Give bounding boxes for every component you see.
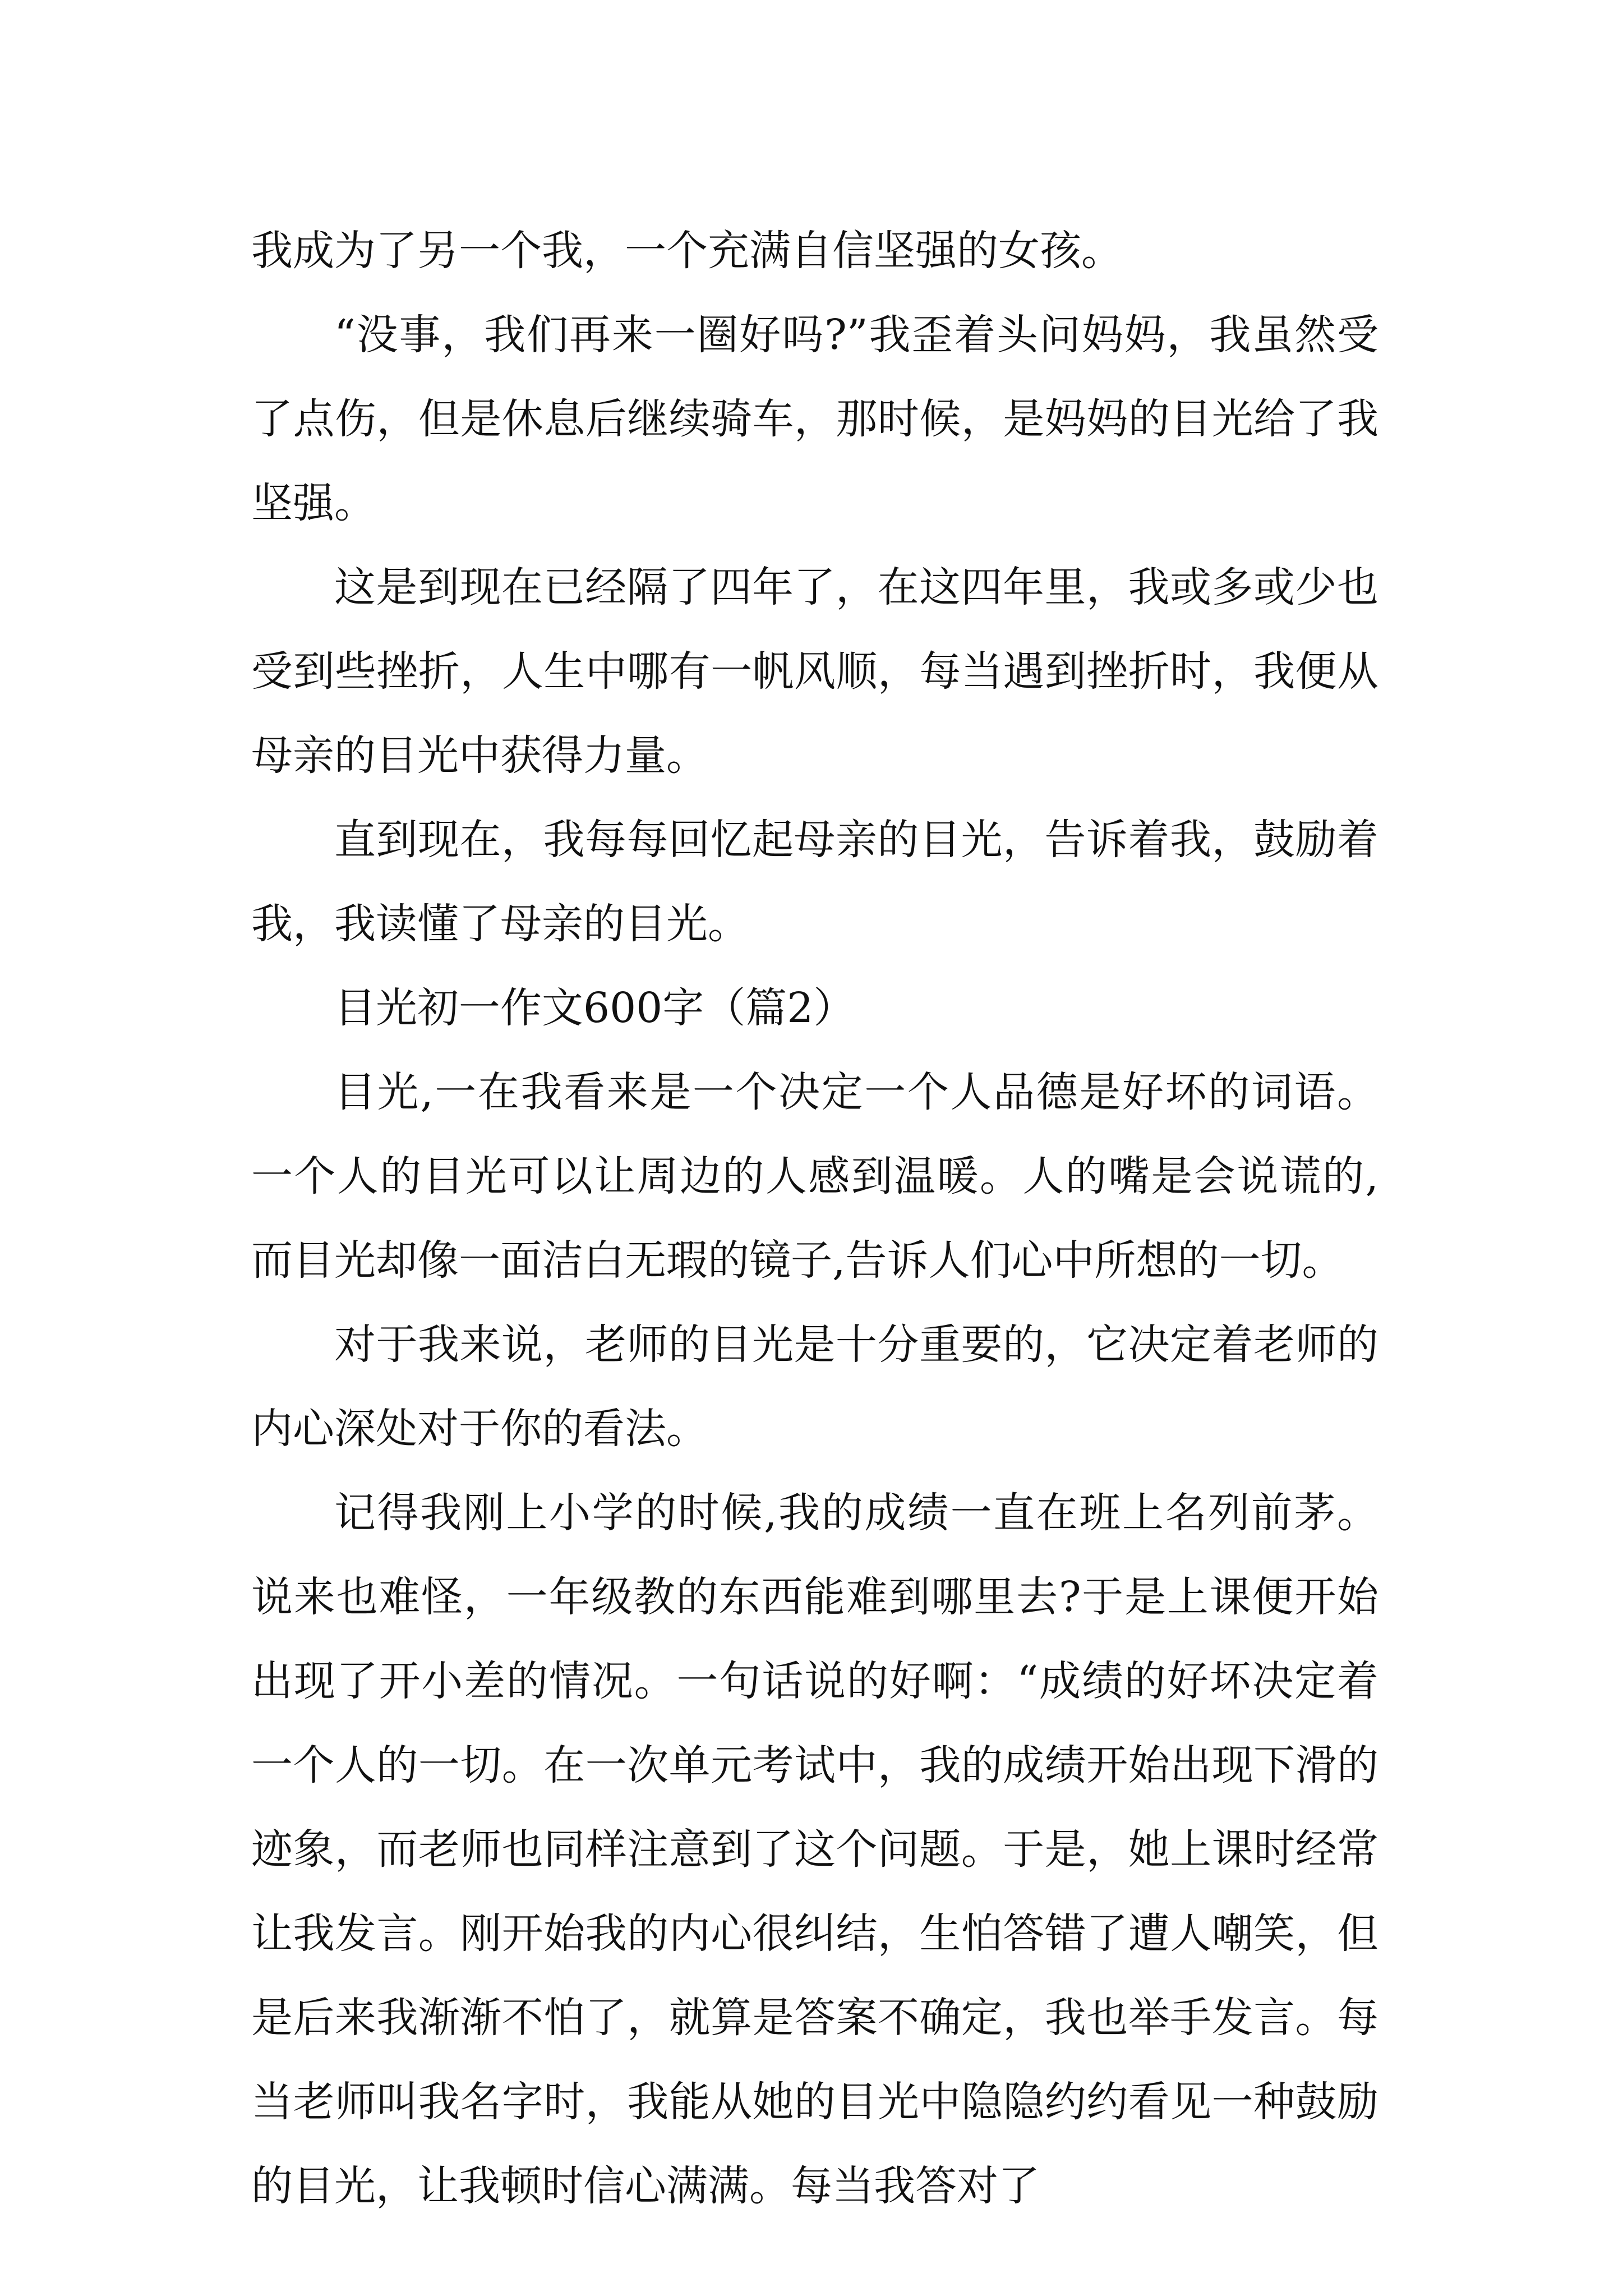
paragraph: 对于我来说，老师的目光是十分重要的，它决定着老师的内心深处对于你的看法。 [251,1320,1378,1453]
paragraph-continuation: 我成为了另一个我，一个充满自信坚强的女孩。 [251,227,1123,275]
paragraph: 目光,一在我看来是一个决定一个人品德是好坏的词语。一个人的目光可以让周边的人感到温暖。人的嘴是会说谎的,而目光却像一面洁白无瑕的镜子,告诉人们心中所想的一切。 [251,1068,1378,1285]
paragraph: 这是到现在已经隔了四年了，在这四年里，我或多或少也受到些挫折，人生中哪有一帆风顺，每当遇到挫折时，我便从母亲的目光中获得力量。 [251,563,1378,780]
paragraph: 记得我刚上小学的时候,我的成绩一直在班上名列前茅。说来也难怪，一年级教的东西能难到哪里去?于是上课便开始出现了开小差的情况。一句话说的好啊：“成绩的好坏决定着一个人的一切。在一次单元考试中，我的成绩开始出现下滑的迹象，而老师也同样注意到了这个问题。于是，她上课时经常让我发言。刚开始我的内心很纠结，生怕答错了遭人嘲笑，但是后来我渐渐不怕了，就算是答案不确定，我也举手发言。每当老师叫我名字时，我能从她的目光中隐隐约约看见一种鼓励的目光，让我顿时信心满满。每当我答对了 [251,1489,1378,2210]
essay-body [251,209,1378,2228]
section-heading: 目光初一作文600字（篇2） [334,984,855,1032]
paragraph: “没事，我们再来一圈好吗?”我歪着头问妈妈，我虽然受了点伤，但是休息后继续骑车，那时候，是妈妈的目光给了我坚强。 [251,311,1378,527]
paragraph: 直到现在，我每每回忆起母亲的目光，告诉着我，鼓励着我，我读懂了母亲的目光。 [251,816,1378,948]
